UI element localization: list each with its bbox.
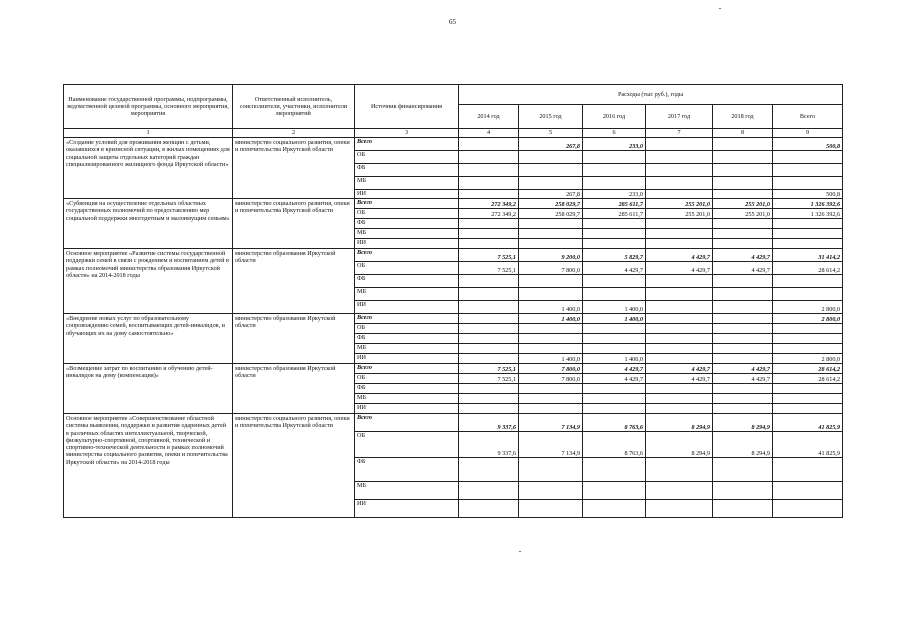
year-value-cell: 285 611,7 xyxy=(583,209,646,219)
year-value-cell xyxy=(583,288,646,301)
column-number: 4 xyxy=(459,129,519,138)
year-value-cell xyxy=(519,229,583,239)
year-value-cell xyxy=(459,354,519,364)
year-value-cell xyxy=(519,344,583,354)
table-row xyxy=(64,249,843,262)
responsible-executor: министерство социального развития, опеки и попечительства Иркутской области xyxy=(233,138,355,199)
funding-source: ФБ xyxy=(355,458,459,482)
year-value-cell: 5 829,7 xyxy=(583,249,646,262)
header-name: Наименование государственной программы, подпрограммы, ведомственной целевой программы, основного мероприятия, мероприятия xyxy=(64,85,233,129)
year-value-cell xyxy=(519,394,583,404)
funding-source: ФБ xyxy=(355,384,459,394)
year-value-cell xyxy=(713,275,773,288)
year-value-cell: 8 763,6 xyxy=(583,432,646,458)
year-value-cell: 4 429,7 xyxy=(713,364,773,374)
total-cell xyxy=(773,229,843,239)
year-value-cell xyxy=(459,394,519,404)
year-value-cell xyxy=(713,288,773,301)
column-number: 5 xyxy=(519,129,583,138)
column-number: 6 xyxy=(583,129,646,138)
year-value-cell xyxy=(713,239,773,249)
year-value-cell xyxy=(459,177,519,190)
year-value-cell: 7 134,9 xyxy=(519,414,583,432)
year-value-cell: 258 029,7 xyxy=(519,209,583,219)
funding-source: Всего xyxy=(355,414,459,432)
year-value-cell: 4 429,7 xyxy=(646,364,713,374)
year-value-cell xyxy=(519,458,583,482)
year-value-cell: 8 763,6 xyxy=(583,414,646,432)
year-value-cell xyxy=(713,458,773,482)
funding-source: ОБ xyxy=(355,432,459,458)
year-value-cell xyxy=(646,324,713,334)
year-value-cell xyxy=(713,354,773,364)
column-number: 7 xyxy=(646,129,713,138)
total-cell xyxy=(773,239,843,249)
total-cell xyxy=(773,334,843,344)
year-value-cell xyxy=(459,190,519,199)
year-value-cell xyxy=(583,151,646,164)
column-number: 8 xyxy=(713,129,773,138)
column-number: 9 xyxy=(773,129,843,138)
year-value-cell: 258 029,7 xyxy=(519,199,583,209)
funding-source: МБ xyxy=(355,288,459,301)
year-value-cell: 4 429,7 xyxy=(713,262,773,275)
year-value-cell: 1 400,0 xyxy=(519,301,583,314)
year-value-cell xyxy=(459,164,519,177)
funding-source: ОБ xyxy=(355,374,459,384)
year-value-cell xyxy=(519,482,583,500)
year-value-cell xyxy=(519,164,583,177)
funding-source: ОБ xyxy=(355,151,459,164)
scan-speck xyxy=(719,8,721,9)
funding-source: МБ xyxy=(355,394,459,404)
funding-source: МБ xyxy=(355,177,459,190)
measure-name: «Создание условий для проживания женщин с детьми, оказавшихся в кризисной ситуации, в жилых помещениях для социальной защиты отдельных категорий граждан специализированного жилищного фонда Иркутской области» xyxy=(64,138,233,199)
year-value-cell: 233,0 xyxy=(583,190,646,199)
total-cell: 2 800,0 xyxy=(773,354,843,364)
year-value-cell xyxy=(583,394,646,404)
total-cell: 41 825,9 xyxy=(773,432,843,458)
measure-name: «Возмещение затрат по воспитанию и обучению детей-инвалидов на дому (компенсация)» xyxy=(64,364,233,414)
funding-source: ОБ xyxy=(355,262,459,275)
year-value-cell xyxy=(646,334,713,344)
year-value-cell: 8 294,9 xyxy=(713,414,773,432)
year-value-cell xyxy=(459,229,519,239)
year-value-cell xyxy=(583,324,646,334)
year-value-cell: 1 400,0 xyxy=(583,301,646,314)
year-value-cell xyxy=(713,164,773,177)
year-value-cell xyxy=(646,164,713,177)
expenses-table xyxy=(63,84,843,518)
year-value-cell: 285 611,7 xyxy=(583,199,646,209)
total-cell xyxy=(773,288,843,301)
year-value-cell xyxy=(713,177,773,190)
year-value-cell: 7 525,1 xyxy=(459,249,519,262)
year-value-cell xyxy=(583,219,646,229)
funding-source: МБ xyxy=(355,344,459,354)
year-value-cell xyxy=(583,334,646,344)
measure-name: «Субвенция на осуществление отдельных областных государственных полномочий по предоставлению мер социальной поддержки многодетным и малоимущим семьям» xyxy=(64,199,233,249)
year-value-cell: 4 429,7 xyxy=(646,262,713,275)
year-value-cell xyxy=(459,458,519,482)
year-value-cell xyxy=(519,239,583,249)
year-value-cell: 8 294,9 xyxy=(713,432,773,458)
header-year: 2018 год xyxy=(713,105,773,129)
column-number: 1 xyxy=(64,129,233,138)
year-value-cell xyxy=(583,458,646,482)
year-value-cell xyxy=(519,384,583,394)
year-value-cell xyxy=(459,344,519,354)
year-value-cell xyxy=(713,394,773,404)
year-value-cell xyxy=(459,334,519,344)
funding-source: Всего xyxy=(355,138,459,151)
year-value-cell xyxy=(519,288,583,301)
funding-source: Всего xyxy=(355,364,459,374)
funding-source: ФБ xyxy=(355,219,459,229)
year-value-cell xyxy=(713,229,773,239)
total-cell xyxy=(773,164,843,177)
year-value-cell: 7 800,0 xyxy=(519,364,583,374)
funding-source: МБ xyxy=(355,482,459,500)
responsible-executor: министерство образования Иркутской области xyxy=(233,249,355,314)
total-cell xyxy=(773,482,843,500)
year-value-cell: 1 400,0 xyxy=(583,354,646,364)
year-value-cell xyxy=(646,482,713,500)
year-value-cell: 7 525,1 xyxy=(459,262,519,275)
year-value-cell xyxy=(519,151,583,164)
column-number: 2 xyxy=(233,129,355,138)
year-value-cell xyxy=(459,239,519,249)
total-cell xyxy=(773,500,843,518)
measure-name: Основное мероприятие «Совершенствование областной системы выявления, поддержки и развития одаренных детей в различных областях интеллектуальной, творческой, физкультурно-спортивной, спортивной, технической и спортивно-технической деятельности в рамках полномочий министерства социального развития, опеки и попечительства Иркутской области» на 2014-2018 годы xyxy=(64,414,233,518)
responsible-executor: министерство образования Иркутской области xyxy=(233,364,355,414)
year-value-cell: 1 400,0 xyxy=(519,354,583,364)
year-value-cell xyxy=(459,500,519,518)
year-value-cell xyxy=(646,151,713,164)
year-value-cell xyxy=(459,482,519,500)
funding-source: МБ xyxy=(355,229,459,239)
year-value-cell xyxy=(646,239,713,249)
header-total: Всего xyxy=(773,105,843,129)
year-value-cell xyxy=(519,275,583,288)
funding-source: Всего xyxy=(355,314,459,324)
year-value-cell: 9 200,0 xyxy=(519,249,583,262)
year-value-cell: 7 800,0 xyxy=(519,374,583,384)
total-cell xyxy=(773,384,843,394)
table-row xyxy=(64,364,843,374)
responsible-executor: министерство социального развития, опеки и попечительства Иркутской области xyxy=(233,199,355,249)
year-value-cell xyxy=(583,482,646,500)
total-cell: 2 800,0 xyxy=(773,314,843,324)
year-value-cell xyxy=(713,324,773,334)
funding-source: ИИ xyxy=(355,354,459,364)
year-value-cell: 1 400,0 xyxy=(519,314,583,324)
year-value-cell: 4 429,7 xyxy=(713,249,773,262)
year-value-cell xyxy=(519,177,583,190)
year-value-cell xyxy=(459,138,519,151)
funding-source: ОБ xyxy=(355,209,459,219)
total-cell: 28 614,2 xyxy=(773,364,843,374)
total-cell xyxy=(773,177,843,190)
year-value-cell xyxy=(459,404,519,414)
funding-source: ФБ xyxy=(355,164,459,177)
year-value-cell xyxy=(713,482,773,500)
year-value-cell: 7 525,1 xyxy=(459,364,519,374)
total-cell xyxy=(773,404,843,414)
year-value-cell: 4 429,7 xyxy=(713,374,773,384)
measure-name: Основное мероприятие «Развитие системы государственной поддержки семей в связи с рождением и воспитанием детей в рамках полномочий министерства образования Иркутской области» на 2014-2018 годы xyxy=(64,249,233,314)
header-year: 2014 год xyxy=(459,105,519,129)
year-value-cell: 272 349,2 xyxy=(459,199,519,209)
year-value-cell xyxy=(646,458,713,482)
year-value-cell xyxy=(646,354,713,364)
total-cell: 41 825,9 xyxy=(773,414,843,432)
total-cell xyxy=(773,458,843,482)
table-row xyxy=(64,138,843,151)
year-value-cell xyxy=(646,190,713,199)
page-number: 65 xyxy=(449,18,456,26)
funding-source: Всего xyxy=(355,199,459,209)
year-value-cell xyxy=(459,288,519,301)
total-cell: 1 326 392,6 xyxy=(773,209,843,219)
funding-source: ОБ xyxy=(355,324,459,334)
year-value-cell xyxy=(519,404,583,414)
year-value-cell: 233,0 xyxy=(583,138,646,151)
year-value-cell xyxy=(713,314,773,324)
year-value-cell: 9 337,6 xyxy=(459,414,519,432)
funding-source: Всего xyxy=(355,249,459,262)
year-value-cell: 4 429,7 xyxy=(583,364,646,374)
year-value-cell xyxy=(646,301,713,314)
total-cell xyxy=(773,275,843,288)
total-cell xyxy=(773,324,843,334)
year-value-cell: 255 201,0 xyxy=(713,209,773,219)
year-value-cell: 272 349,2 xyxy=(459,209,519,219)
total-cell: 31 414,2 xyxy=(773,249,843,262)
year-value-cell xyxy=(646,394,713,404)
year-value-cell xyxy=(583,404,646,414)
total-cell xyxy=(773,344,843,354)
year-value-cell xyxy=(646,384,713,394)
year-value-cell xyxy=(583,384,646,394)
year-value-cell xyxy=(646,275,713,288)
year-value-cell xyxy=(519,334,583,344)
total-cell: 500,8 xyxy=(773,138,843,151)
year-value-cell xyxy=(713,190,773,199)
year-value-cell xyxy=(583,177,646,190)
year-value-cell xyxy=(646,288,713,301)
year-value-cell: 8 294,9 xyxy=(646,432,713,458)
year-value-cell xyxy=(646,344,713,354)
total-cell: 1 326 392,6 xyxy=(773,199,843,209)
year-value-cell xyxy=(459,384,519,394)
year-value-cell xyxy=(713,301,773,314)
year-value-cell xyxy=(519,219,583,229)
year-value-cell: 255 201,0 xyxy=(713,199,773,209)
year-value-cell: 255 201,0 xyxy=(646,199,713,209)
header-year: 2017 год xyxy=(646,105,713,129)
year-value-cell xyxy=(646,404,713,414)
year-value-cell xyxy=(459,314,519,324)
year-value-cell xyxy=(583,164,646,177)
header-year: 2016 год xyxy=(583,105,646,129)
total-cell xyxy=(773,394,843,404)
year-value-cell xyxy=(713,138,773,151)
year-value-cell: 4 429,7 xyxy=(583,262,646,275)
year-value-cell xyxy=(713,151,773,164)
year-value-cell xyxy=(459,219,519,229)
total-cell: 28 614,2 xyxy=(773,262,843,275)
year-value-cell xyxy=(646,219,713,229)
funding-source: ИИ xyxy=(355,190,459,199)
year-value-cell: 9 337,6 xyxy=(459,432,519,458)
funding-source: ФБ xyxy=(355,334,459,344)
year-value-cell xyxy=(583,239,646,249)
scan-speck xyxy=(519,551,521,552)
year-value-cell: 8 294,9 xyxy=(646,414,713,432)
header-year: 2015 год xyxy=(519,105,583,129)
funding-source: ИИ xyxy=(355,239,459,249)
year-value-cell xyxy=(646,177,713,190)
year-value-cell xyxy=(646,314,713,324)
year-value-cell xyxy=(646,229,713,239)
year-value-cell xyxy=(519,324,583,334)
year-value-cell xyxy=(713,219,773,229)
year-value-cell xyxy=(713,404,773,414)
year-value-cell: 1 400,0 xyxy=(583,314,646,324)
year-value-cell xyxy=(583,275,646,288)
year-value-cell xyxy=(713,344,773,354)
table-row xyxy=(64,414,843,432)
table-row xyxy=(64,314,843,324)
year-value-cell xyxy=(583,500,646,518)
year-value-cell: 4 429,7 xyxy=(646,374,713,384)
year-value-cell: 255 201,0 xyxy=(646,209,713,219)
year-value-cell xyxy=(459,301,519,314)
column-number: 3 xyxy=(355,129,459,138)
year-value-cell: 7 525,1 xyxy=(459,374,519,384)
year-value-cell: 4 429,7 xyxy=(583,374,646,384)
year-value-cell xyxy=(646,500,713,518)
year-value-cell xyxy=(646,138,713,151)
header-responsible: Ответственный исполнитель, соисполнители, участники, исполнители мероприятий xyxy=(233,85,355,129)
funding-source: ИИ xyxy=(355,301,459,314)
funding-source: ФБ xyxy=(355,275,459,288)
year-value-cell: 4 429,7 xyxy=(646,249,713,262)
total-cell: 2 800,0 xyxy=(773,301,843,314)
responsible-executor: министерство социального развития, опеки и попечительства Иркутской области xyxy=(233,414,355,518)
year-value-cell: 267,8 xyxy=(519,190,583,199)
year-value-cell xyxy=(519,500,583,518)
total-cell xyxy=(773,151,843,164)
total-cell: 28 614,2 xyxy=(773,374,843,384)
year-value-cell xyxy=(583,344,646,354)
year-value-cell: 7 134,9 xyxy=(519,432,583,458)
year-value-cell xyxy=(459,275,519,288)
header-expenses: Расходы (тыс руб.), годы xyxy=(459,85,843,105)
year-value-cell xyxy=(583,229,646,239)
year-value-cell: 7 800,0 xyxy=(519,262,583,275)
year-value-cell xyxy=(713,334,773,344)
measure-name: «Внедрение новых услуг по образовательному сопровождению семей, воспитывающих детей-инвалидов, и обучающих их на дому самостоятельно» xyxy=(64,314,233,364)
year-value-cell xyxy=(713,500,773,518)
funding-source: ИИ xyxy=(355,404,459,414)
total-cell xyxy=(773,219,843,229)
year-value-cell xyxy=(459,151,519,164)
total-cell: 500,8 xyxy=(773,190,843,199)
responsible-executor: министерство образования Иркутской области xyxy=(233,314,355,364)
table-row xyxy=(64,199,843,209)
year-value-cell xyxy=(713,384,773,394)
year-value-cell: 267,8 xyxy=(519,138,583,151)
funding-source: ИИ xyxy=(355,500,459,518)
year-value-cell xyxy=(459,324,519,334)
header-source: Источник финансирования xyxy=(355,85,459,129)
